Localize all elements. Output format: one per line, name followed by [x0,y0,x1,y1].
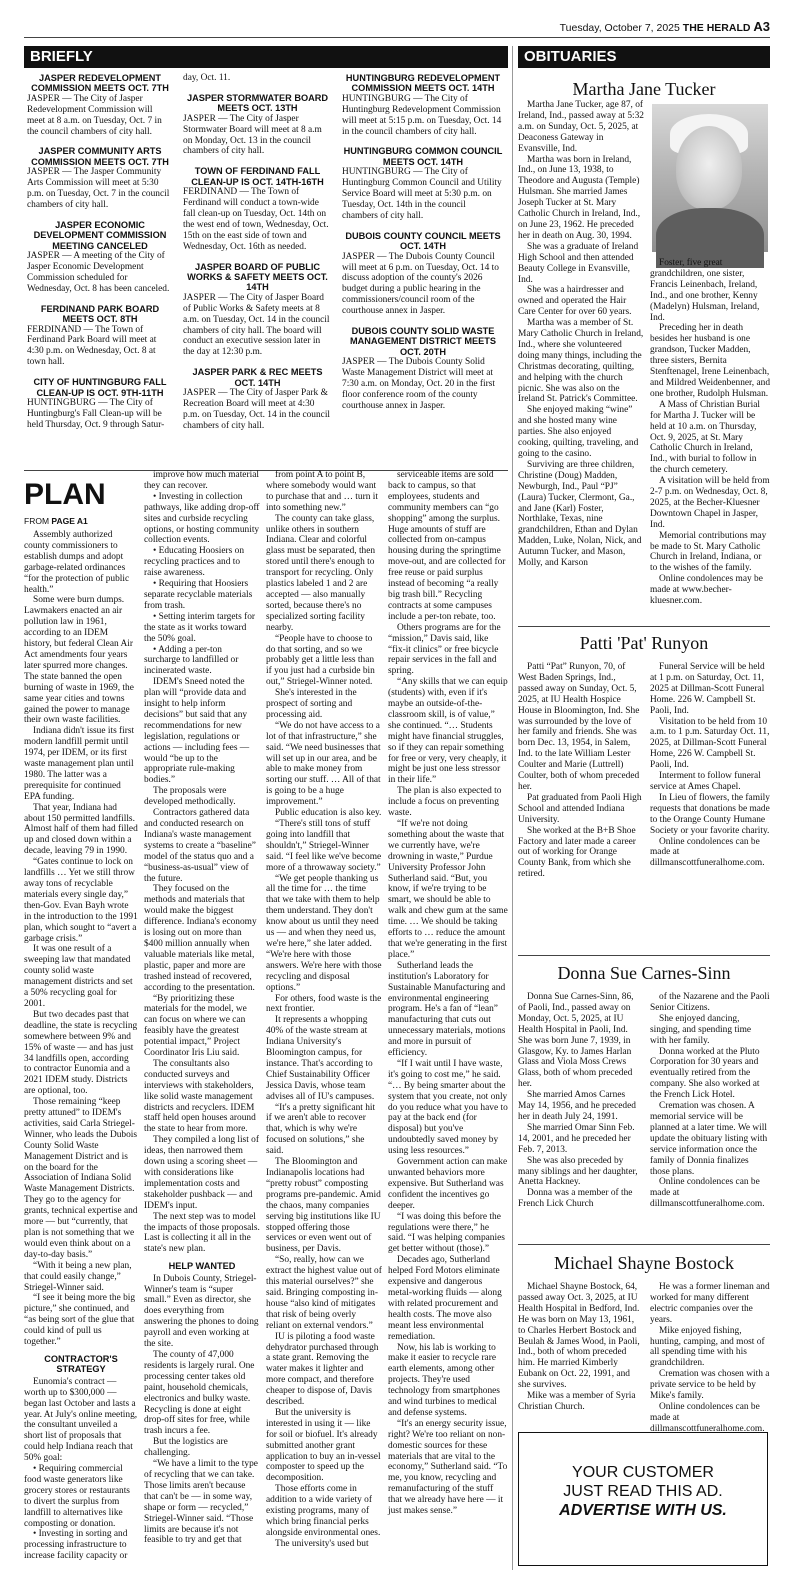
obit-photo-tucker [652,104,768,252]
ad-line-1: YOUR CUSTOMER [572,1464,714,1481]
paragraph: She was a hairdresser and owned and operated the Hair Care Center for over 60 years. [518,285,632,318]
paragraph: Government action can make unwanted behaviors more expensive. But Sutherland was confident the incentives go deeper. [388,1157,508,1211]
paragraph: She worked at the B+B Shoe Factory and later made a career out of working for Orange County Bank, from which she retired. [518,825,636,880]
paragraph: “If we're not doing something about the waste that we currently have, we're drowning in waste,” Purdue University Professor John Sutherland said. “But, you know, if we're trying to be smart, we should be able to walk and chew gum at the same time. … We should be taking efforts to … reduce the amount that we're generating in the first place.” [388,819,508,960]
obit-runyon-column-2 [650,662,770,948]
paragraph: She was a graduate of Ireland High School and then attended Beauty College in Evansville, Ind. [518,241,639,285]
paragraph: Assembly authorized county commissioners to establish dumps and adopt garbage-related ordinances “for the protection of public health.” [24,530,130,595]
paragraph: Pat graduated from Paoli High School and attended Indiana University. [518,792,642,825]
paragraph: Interment to follow funeral service at Ames Chapel. [650,771,761,792]
paragraph: A Mass of Christian Burial for Martha J. Tucker will be held at 10 a.m. on Thursday, Oct. 9, 2025, at St. Mary Catholic Church in Ireland, Ind., with burial to follow in the church cemetery. [650,399,761,476]
paragraph: The plan is also expected to include a focus on preventing waste. [388,786,502,819]
obit-bostock-column-2 [650,1282,770,1434]
paragraph: from point A to point B, where somebody would want to purchase that and … turn it into something new.” [266,470,378,513]
header-date: Tuesday, October 7, 2025 [559,22,680,34]
paragraph: A visitation will be held from 2-7 p.m. on Wednesday, Oct. 8, 2025, at the Becher-Kluesner Downtown Chapel in Jasper, Ind. [650,476,770,530]
paragraph: “If I wait until I have waste, it's going to cost me,” he said. “… By being smarter about the system that you create, not only do you reduce what you have to pay at the back end (for disposal) but you've undoubtedly saved money by using less resources.” [388,1058,508,1157]
brief-headline: HUNTINGBURG REDEVELOPMENT COMMISSION MEETS OCT. 14TH [345,73,501,94]
obituaries-section-bar [518,46,770,68]
paragraph: Now, his lab is working to make it easier to recycle rare earth elements, among other projects. They're used technology from smartphones and wind turbines to medical and defense systems. [388,1342,500,1418]
paragraph: “We do not have access to a lot of that infrastructure,” she said. “We need businesses that will set up in our area, and be able to make money from sorting our stuff. … All of that is going to be a huge improvement.” [266,720,381,808]
paragraph: • Adding a per-ton surcharge to landfilled or incinerated waste. [144,644,239,677]
paragraph: She was also preceded by many siblings and her daughter, Anetta Hackney. [518,1155,638,1188]
paragraph: For others, food waste is the next frontier. [266,993,382,1015]
paragraph: Cremation was chosen with a private service to be held by Mike's family. [650,1369,770,1402]
plan-column-4 [388,470,508,1570]
brief-headline: JASPER STORMWATER BOARD MEETS OCT. 13TH [186,92,329,114]
paragraph: Mike was a member of Syria Christian Church. [518,1391,636,1412]
paragraph: of the Nazarene and the Paoli Senior Citizens. [650,992,770,1013]
paragraph: Memorial contributions may be made to St. Mary Catholic Church in Ireland, Indiana, or to the wishes of the family. [650,530,767,574]
paragraph: “By prioritizing these materials for the model, we can focus on where we can feasibly have the greatest potential impact,” Project Coordinator Iris Liu said. [144,993,247,1059]
paragraph: Surviving are three children, Christine (Doug) Madden, Newburgh, Ind., Paul “PJ” (Laura) Tucker, Clermont, Ga., and Jane (Karl) Foster, Northlake, Texas, nine grandchildren, Ethan and Dylan Madden, Luke, Nolan, Nick, and Autumn Tucker, and Mason, Molly, and Karson [518,459,642,569]
header-paper: THE HERALD [682,22,751,34]
subhead-contractor-strategy: CONTRACTOR'S STRATEGY [44,1353,118,1375]
obit-bostock-column-1 [518,1282,642,1422]
brief-headline: FERDINAND PARK BOARD MEETS OCT. 8TH [40,303,160,325]
paragraph: Patti “Pat” Runyon, 70, of West Baden Springs, Ind., passed away on Sunday, Oct. 5, 2025, at IU Health Hospice House in Bloomington, Ind. She was surrounded by the love of her family and friends. She was born Dec. 13, 1954, in Salem, Ind. to the late William Lester Coulter and Marie (Luttrell) Coulter, both of whom preceded her. [518,662,640,792]
plan-column-2 [144,470,260,1570]
brief-body: JASPER — The Dubois County Council will meet at 6 p.m. on Tuesday, Oct. 14 to discuss adoption of the county's 2026 budget during a public hearing in the commissioners/council room of the courthouse annex in Jasper. [342,251,499,317]
paragraph: They compiled a long list of ideas, then narrowed them down using a scoring sheet — with considerations like implementation costs and stakeholder pushback — and IDEM's input. [144,1135,259,1211]
paragraph: Funeral Service will be held at 1 p.m. on Saturday, Oct. 11, 2025 at Dillman-Scott Funeral Home. 226 W. Campbell St. Paoli, Ind. [650,662,765,716]
brief-body: day, Oct. 11. [183,73,231,83]
paragraph: “So, really, how can we extract the highest value out of this material ourselves?” she said. Bringing composting in-house “also kind of mitigates that risk of being overly reliant on external vendors.” [266,1255,382,1331]
paragraph: She's interested in the prospect of sorting and processing aid. [266,688,357,720]
brief-body: HUNTINGBURG — The City of Huntingburg Redevelopment Commission will meet at 5:15 p.m. on Tuesday, Oct. 14 in the council chambers of city hall. [342,93,502,137]
brief-headline: DUBOIS COUNTY COUNCIL MEETS OCT. 14TH [345,230,501,252]
paragraph: Martha Jane Tucker, age 87, of Ireland, Ind., passed away at 5:32 a.m. on Sunday, Oct. 5, 2025, at Deaconess Gateway in Evansville, Ind. [518,100,644,154]
paragraph: But the logistics are challenging. [144,1437,228,1459]
paragraph: Online condolences can be made at dillmanscottfuneralhome.com. [650,1177,765,1210]
paragraph: • Setting interim targets for the state as it works toward the 50% goal. [144,611,256,644]
paragraph: “With it being a new plan, that could easily change,” Striegel-Winner said. [24,1260,132,1293]
paragraph: She married Amos Carnes May 14, 1956, and he preceded her in death July 24, 1991. [518,1090,636,1122]
obit-name-runyon: Patti 'Pat' Runyon [579,633,709,653]
paragraph: In Lieu of flowers, the family requests that donations be made to the Orange County Humane Society or your favorite charity. [650,792,770,836]
paragraph: “Any skills that we can equip (students) with, even if it's maybe an outside-of-the-classroom skill, is of value,” she continued. “… Students might have financial struggles, so if they can repair something for free or very, very cheaply, it might be just one less stressor in their life.” [388,677,508,786]
paragraph: “I was doing this before the regulations were there,” he said. “I was helping companies get better without (those).” [388,1211,505,1255]
paragraph: Public education is also key. [275,808,382,819]
plan-column-3 [266,470,382,1570]
paragraph: Martha was a member of St. Mary Catholic Church in Ireland, Ind., where she volunteered doing many things, including the Christmas decorating, quilting, and helping with the church picnic. She was also on the Ireland St. Patrick's Committee. [518,318,644,405]
paragraph: • Requiring commercial food waste generators like grocery stores or restaurants to divert the surplus from landfill to alternatives like composting or donation. [24,1464,130,1529]
paragraph: • Investing in collection pathways, like adding drop-off sites and curbside recycling options, or hosting community collection events. [144,491,260,546]
paragraph: Those remaining “keep pretty attuned” to IDEM's activities, said Carla Striegel-Winner, who leads the Dubois County Solid Waste Management District and is on the board for the Association of Indiana Solid Waste Management Districts. They go to the agency for grants, technical expertise and more — but “currently, that plan is not something that we would even think about on a day-to-day basis.” [24,1097,138,1260]
house-ad[interactable] [518,1432,768,1566]
paragraph: IDEM's Sneed noted the plan will “provide data and insight to help inform decisions” but said that any recommendations for new legislation, regulations or actions — including fees — would “be up to the appropriate rule-making bodies.” [144,677,250,786]
paragraph: Mike enjoyed fishing, hunting, camping, and most of all spending time with his grandchildren. [650,1325,765,1369]
paragraph: Sutherland leads the institution's Laboratory for Sustainable Manufacturing and environmental engineering program. He's a fan of “lean” manufacturing that cuts out unnecessary materials, motions and more in pursuit of efficiency. [388,960,506,1059]
paragraph: She married Omar Sinn Feb. 14, 2001, and he preceded her Feb. 7, 2013. [518,1122,635,1155]
paragraph: Donna worked at the Pluto Corporation for 30 years and eventually retired from the company. She also worked at the French Lick Hotel. [650,1046,760,1101]
briefly-section-bar [24,46,508,68]
paragraph: The proposals were developed methodically. [144,786,236,808]
paragraph: improve how much material they can recover. [144,470,259,491]
paragraph: Contractors gathered data and conducted research on Indiana's waste management systems to create a “baseline” model of the status quo and a “business-as-usual” view of the future. [144,808,256,884]
paragraph: Indiana didn't issue its first modern landfill permit until 1974, per IDEM, or its first waste management plan until 1980. The latter was a prerequisite for continued EPA funding. [24,726,135,802]
paragraph: Donna Sue Carnes-Sinn, 86, of Paoli, Ind., passed away on Monday, Oct. 5, 2025, at IU Health Hospital in Paoli, Ind. She was born June 7, 1939, in Glasgow, Ky. to James Harlan Glass and Viola Moss Crews Glass, both of whom preceded her. [518,992,634,1090]
brief-body: JASPER — A meeting of the City of Jasper Economic Development Commission scheduled for Wednesday, Oct. 8 has been canceled. [27,251,170,294]
paragraph: Foster, five great grandchildren, one sister, Francis Leinenbach, Ireland, Ind., and one brother, Kenny (Madelyn) Hulsman, Ireland, Ind. [650,258,760,323]
brief-headline: CITY OF HUNTINGBURG FALL CLEAN-UP IS OCT. 9TH-11TH [33,377,167,398]
brief-body: FERDINAND — The Town of Ferdinand Park Board will meet at 4:30 p.m. on Wednesday, Oct. 8 at town hall. [27,324,157,368]
brief-headline: DUBOIS COUNTY SOLID WASTE MANAGEMENT DISTRICT MEETS OCT. 20TH [350,326,496,357]
obit-tucker-column-1 [518,100,644,620]
paragraph: But the university is interested in using it — like for soil or biofuel. It's already submitted another grant application to buy an in-vessel composter to speed up the decomposition. [266,1407,381,1484]
obit-name-tucker: Martha Jane Tucker [572,79,716,99]
paragraph: Online condolences can be made at dillmanscottfuneralhome.com. [650,1401,765,1434]
paragraph: Cremation was chosen. A memorial service will be planned at a later time. We will update the obituary listing with service information once the family of Donnia finalizes those plans. [650,1101,768,1177]
paragraph: IU is piloting a food waste dehydrator purchased through a state grant. Removing the water makes it lighter and more compact, and therefore cheaper to dispose of, Davis described. [266,1331,379,1408]
paragraph: “I see it being more the big picture,” she continued, and “as being sort of the glue that could kind of pull us together.” [24,1293,136,1348]
briefly-column-1 [27,73,173,465]
paragraph: The Bloomington and Indianapolis locations had “pretty robust” composting programs pre-pandemic. Amid the chaos, many companies serving big institutions like IU stopped offering those services or even went out of business, per Davis. [266,1157,381,1255]
paragraph: • Requiring that Hoosiers separate recyclable materials from trash. [144,579,253,611]
paragraph: The county can take glass, unlike others in southern Indiana. Clear and colorful glass must be separated, then stored until there's enough to transport for recycling. Only plastics labeled 1 and 2 are accepted — also manually sorted, because there's no specialized sorting facility nearby. [266,513,376,633]
paragraph: The university's used but [275,1538,369,1549]
paragraph: In Dubois County, Striegel-Winner's team is “super small.” Even as director, she does everything from answering the phones to doing payroll and even working at the site. [144,1273,259,1350]
obit-tucker-column-2 [650,258,770,620]
paragraph: Some were burn dumps. Lawmakers enacted an air pollution law in 1961, according to an IDEM history, but federal Clean Air Act amendments four years later spurred more changes. The state banned the open burning of waste in 1969, the same year cities and towns gained the power to manage their own waste facilities. [24,595,134,726]
jump-page: PAGE A1 [51,516,88,526]
brief-body: HUNTINGBURG — The City of Huntingburg's Fall Clean-up will be held Thursday, Oct. 9 through Satur- [27,397,165,430]
plan-column-1 [24,530,138,1570]
page-header [24,20,770,38]
paragraph: They focused on the methods and materials that would make the biggest difference. Indiana's economy is losing out on more than $400 million annually when valuable materials like metal, plastic, paper and more are trashed instead of recovered, according to the presentation. [144,884,257,993]
brief-headline: JASPER PARK & REC MEETS OCT. 14TH [192,367,323,388]
paragraph: “We have a limit to the type of recycling that we can take. Those limits aren't because that can't be — in some way, shape or form — recycled,” Striegel-Winner said. “Those limits are because it's not feasible to try and get that [144,1459,258,1546]
paragraph: • Investing in sorting and processing infrastructure to increase facility capacity or [24,1529,128,1562]
paragraph: It represents a whopping 40% of the waste stream at Indiana University's Bloomington campus, for instance. That's according to Chief Sustainability Officer Jessica Davis, whose team advises all of IU's campuses. [266,1015,375,1102]
paragraph: “There's still tons of stuff going into landfill that shouldn't,” Striegel-Winner said. “I feel like we've become more of a throwaway society.” [266,819,382,873]
brief-headline: JASPER ECONOMIC DEVELOPMENT COMMISSION MEETING CANCELED [33,219,167,251]
ad-line-3: ADVERTISE WITH US. [559,1502,727,1519]
photo-face [676,126,742,210]
brief-headline: JASPER COMMUNITY ARTS COMMISSION MEETS OCT. 7TH [31,146,169,167]
paragraph: Eunomia's contract — worth up to $300,000 — began last October and lasts a year. At July's online meeting, the consultant unveiled a short list of proposals that could help Indiana reach that 50% goal: [24,1376,138,1464]
obit-divider-2 [518,955,770,956]
obituaries-title: OBITUARIES [524,48,617,65]
brief-headline: TOWN OF FERDINAND FALL CLEAN-UP IS OCT. 14TH-16TH [191,166,324,187]
obit-divider-3 [518,1244,770,1245]
paragraph: The county of 47,000 residents is largely rural. One processing center takes old paint, household chemicals, electronics and bulky waste. Recycling is done at eight drop-off sites for free, while trash incurs a fee. [144,1350,255,1437]
header-page-number: A3 [753,19,770,34]
briefly-column-3 [342,73,504,465]
paragraph: Online condolences can be made at dillmanscottfuneralhome.com. [650,836,765,869]
briefly-column-2 [183,73,332,465]
brief-body: JASPER — The City of Jasper Stormwater Board will meet at 8 a.m on Monday, Oct. 13 in the council chambers of city hall. [183,113,322,157]
paragraph: She enjoyed making “wine” and she hosted many wine parties. She also enjoyed cooking, quilting, traveling, and going to the casino. [518,405,639,459]
jump-from: FROM [24,516,50,526]
paragraph: Martha was born in Ireland, Ind., on June 13, 1938, to Theodore and Augusta (Temple) Hulsman. She married James Joseph Tucker at St. Mary Catholic Church in Ireland, Ind., on June 23, 1962. He preceded her in death on Aug. 30, 1994. [518,154,641,241]
paragraph: “Gates continue to lock on landfills … Yet we still throw away tons of recyclable materials every single day,” then-Gov. Evan Bayh wrote in the introduction to the 1991 plan, which sought to “avert a garbage crisis.” [24,857,138,944]
paragraph: serviceable items are sold back to campus, so that employees, students and community members can “go shopping” among the surplus. Huge amounts of stuff are collected from on-campus housing during the springtime move-out, and are collected for free reuse or paid surplus instead of becoming “a really big trash bill.” Recycling contracts at some campuses include a per-ton rebate, too. [388,470,506,622]
paragraph: He was a former lineman and worked for many different electric companies over the years. [650,1282,770,1325]
paragraph: “It's a pretty significant hit if we aren't able to recover that, which is why we're focused on solutions,” she said. [266,1102,376,1157]
obit-divider-1 [518,626,770,627]
brief-body: JASPER — The Jasper Community Arts Commission will meet at 5:30 p.m. on Tuesday, Oct. 7 in the council chambers of city hall. [27,167,170,210]
brief-body: FERDINAND — The Town of Ferdinand will conduct a town-wide fall clean-up on Tuesday, Oct. 14th on the west end of town, Wednesday, Oct. 15th on the east side of town and Wednesday, Oct. 16th as needed. [183,187,329,252]
section-divider [512,46,513,1570]
brief-headline: HUNTINGBURG COMMON COUNCIL MEETS OCT. 14TH [343,146,503,167]
brief-body: JASPER — The City of Jasper Board of Public Works & Safety meets at 8 a.m. on Tuesday, Oct. 14 in the council chambers of city hall. The board will conduct an executive session later in the day at 12:30 p.m. [183,292,330,358]
paragraph: The consultants also conducted surveys and interviews with stakeholders, like solid waste management districts and recyclers. IDEM staff held open houses around the state to hear from more. [144,1058,256,1135]
brief-body: HUNTINGBURG — The City of Huntingburg Common Council and Utility Service Board will meet at 5:30 p.m. on Tuesday, Oct. 14th in the council chambers of city hall. [342,167,502,221]
paragraph: Those efforts come in addition to a wide variety of existing programs, many of which bring financial perks alongside environmental ones. [266,1484,381,1538]
paragraph: Visitation to be held from 10 a.m. to 1 p.m. Saturday Oct. 11, 2025, at Dillman-Scott Funeral Home, 226 W. Campbell St. Paoli, Ind. [650,716,770,771]
briefly-title: BRIEFLY [30,48,93,65]
brief-headline: JASPER REDEVELOPMENT COMMISSION MEETS OCT. 7TH [31,73,169,94]
brief-body: JASPER — The City of Jasper Park & Recreation Board will meet at 4:30 p.m. on Tuesday, Oct. 14 in the council chambers of city hall. [183,388,331,431]
ad-line-2: JUST READ THIS AD. [563,1483,723,1500]
paragraph: It was one result of a sweeping law that mandated county solid waste management districts and set a 50% recycling goal for 2001. [24,944,133,1009]
paragraph: Preceding her in death besides her husband is one grandson, Tucker Madden, three sisters, Bernita Stenftenagel, Irene Leinenbach, and Mildred Weidenbenner, and one brother, Rudolph Hulsman. [650,323,771,399]
jump-line [24,516,88,526]
paragraph: But two decades past that deadline, the state is recycling somewhere between 9% and 15% of waste — and has just 34 landfills open, according to contractor Eunomia and a 2021 IDEM study. Districts are optional, too. [24,1009,138,1097]
obit-name-carnes: Donna Sue Carnes-Sinn [557,963,731,983]
paragraph: The next step was to model the impacts of those proposals. Last is collecting it all in the state's new plan. [144,1211,260,1255]
obit-carnes-column-2 [650,992,770,1238]
paragraph: Donna was a member of the French Lick Church [518,1188,633,1210]
paragraph: Online condolences may be made at www.becher-kluesner.com. [650,574,763,607]
obit-runyon-column-1 [518,662,642,948]
paragraph: “It's an energy security issue, right? We're too reliant on non-domestic sources for these materials that are vital to the economy,” Sutherland said. “To me, you know, recycling and remanufacturing of the stuff that we already have here — it just makes sense.” [388,1418,508,1517]
paragraph: Decades ago, Sutherland helped Ford Motors eliminate expensive and dangerous metal-working fluids — along with related procurement and health costs. The move also meant less environmental remediation. [388,1255,502,1342]
paragraph: She enjoyed dancing, singing, and spending time with her family. [650,1013,752,1046]
subhead-help-wanted: HELP WANTED [168,1261,236,1272]
paragraph: “We get people thanking us all the time for … the time that we take with them to help them understand. They don't know about us until they need us — and when they need us, we're here,” she later added. “We're here with those answers. We're here with those recycling and disposal options.” [266,873,382,993]
brief-headline: JASPER BOARD OF PUBLIC WORKS & SAFETY MEETS OCT. 14TH [187,261,328,293]
paragraph: Michael Shayne Bostock, 64, passed away Oct. 3, 2025, at IU Health Hospital in Bedford, Ind. He was born on May 13, 1961, to Charles Herbert Bostock and Beulah & James Wood, in Paoli, Ind., both of whom preceded him. He married Kimberly Eubank on Oct. 22, 1991, and she survives. [518,1282,640,1391]
obit-carnes-column-1 [518,992,642,1238]
paragraph: Others programs are for the “mission,” Davis said, like “fix-it clinics” or free bicycle repair services in the fall and spring. [388,622,501,677]
paragraph: That year, Indiana had about 150 permitted landfills. Almost half of them had filled up and closed down within a decade, leaving 79 in 1990. [24,802,138,857]
obit-name-bostock: Michael Shayne Bostock [554,1253,734,1273]
paragraph: • Educating Hoosiers on recycling practices and to raise awareness. [144,546,245,579]
brief-body: JASPER — The City of Jasper Redevelopment Commission will meet at 8 a.m. on Tuesday, Oct. 7 in the council chambers of city hall. [27,93,162,137]
plan-headline: PLAN [24,478,106,511]
brief-body: JASPER — The Dubois County Solid Waste Management District will meet at 7:30 a.m. on Monday, Oct. 20 in the first floor conference room of the county courthouse annex in Jasper. [342,357,496,411]
paragraph: “People have to choose to do that sorting, and so we probably get a little less than if you just had a curbside bin out,” Striegel-Winner noted. [266,633,375,688]
